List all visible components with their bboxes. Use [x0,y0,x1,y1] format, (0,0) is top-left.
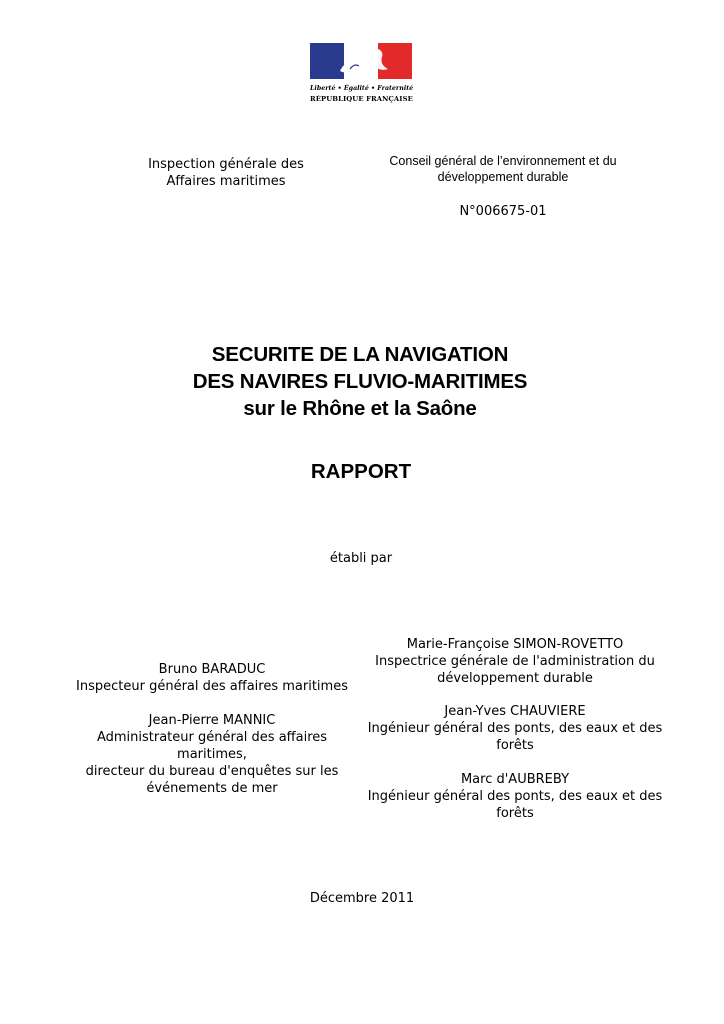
established-by: établi par [329,551,393,566]
republique-francaise-logo [310,43,412,103]
republic-text: RÉPUBLIQUE FRANÇAISE [310,95,413,103]
marianne-icon [310,43,412,79]
report-number: N°006675-01 [459,204,547,219]
motto-text: Liberté • Égalité • Fraternité [310,85,414,92]
author-mannic: Jean-Pierre MANNIC Administrateur général des affaires maritimes, directeur du bureau d'enquêtes sur les événements de mer [85,713,339,796]
tricolor-flag [310,43,412,79]
page-title: SECURITE DE LA NAVIGATION DES NAVIRES FLUVIO-MARITIMES sur le Rhône et la Saône [192,343,528,420]
issuer-right: Conseil général de l’environnement et du développement durable [389,154,617,184]
author-chauviere: Jean-Yves CHAUVIERE Ingénieur général des ponts, des eaux et des forêts [367,704,663,753]
author-simon-rovetto: Marie-Françoise SIMON-ROVETTO Inspectrice générale de l'administration du développement durable [375,637,655,686]
issuer-left: Inspection générale des Affaires maritimes [148,157,304,189]
author-aubreby: Marc d'AUBREBY Ingénieur général des ponts, des eaux et des forêts [367,772,663,821]
report-date: Décembre 2011 [309,891,415,906]
report-label: RAPPORT [310,460,412,483]
author-baraduc: Bruno BARADUC Inspecteur général des affaires maritimes [76,662,348,694]
